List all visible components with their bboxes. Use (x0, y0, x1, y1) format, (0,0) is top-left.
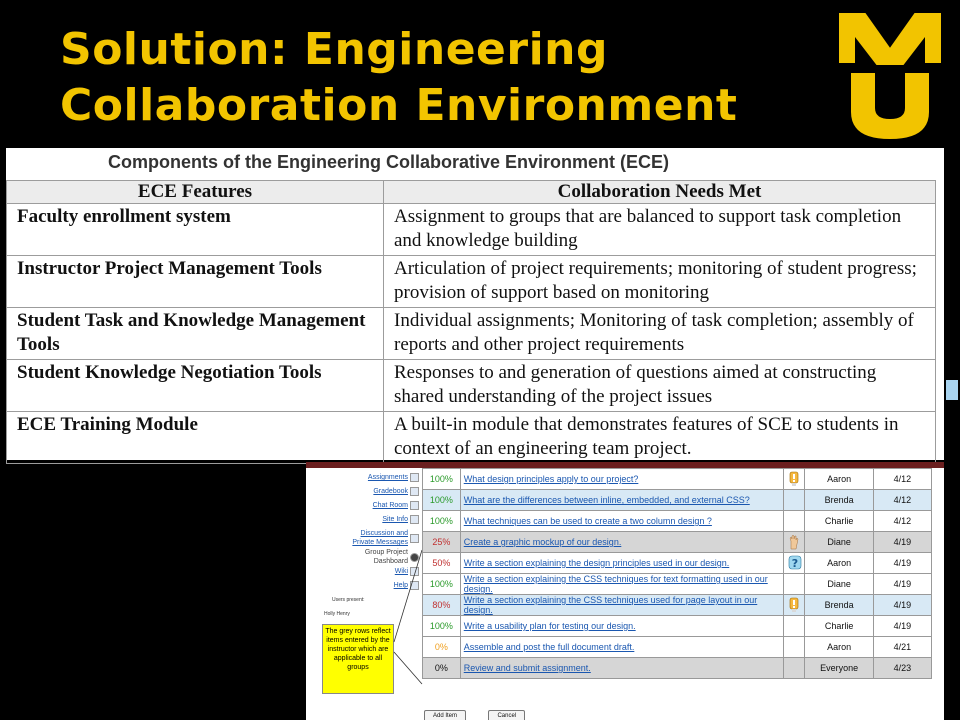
task-status-icon-cell (784, 616, 805, 637)
table-row (7, 204, 936, 256)
task-link[interactable]: What design principles apply to our project? (460, 469, 783, 490)
sidebar-item-help[interactable]: Help (393, 582, 408, 589)
task-link[interactable]: Review and submit assignment. (460, 658, 783, 679)
sidebar-item-wiki[interactable]: Wiki (394, 568, 408, 575)
task-due-date: 4/19 (873, 553, 931, 574)
task-link[interactable]: Write a section explaining the design principles used in our design. (460, 553, 783, 574)
question-icon (788, 555, 800, 571)
exclamation-icon (788, 471, 800, 487)
components-table (6, 180, 936, 464)
task-percent: 0% (423, 658, 461, 679)
slide-title-line2: Collaboration Environment (60, 80, 738, 131)
table-row (7, 360, 936, 412)
right-edge-accent (946, 380, 958, 400)
task-percent: 0% (423, 637, 461, 658)
task-assignee: Aaron (805, 469, 873, 490)
components-header-row (7, 181, 936, 204)
sidebar-item-discussion[interactable]: Discussion and (360, 530, 408, 537)
task-link[interactable]: Create a graphic mockup of our design. (460, 532, 783, 553)
feature-cell: Instructor Project Management Tools (7, 256, 384, 308)
task-due-date: 4/19 (873, 595, 931, 616)
task-due-date: 4/19 (873, 532, 931, 553)
components-table-panel (6, 148, 944, 460)
task-assignee: Diane (805, 574, 873, 595)
task-status-icon-cell (784, 469, 805, 490)
task-status-icon-cell (784, 637, 805, 658)
table-row (423, 658, 932, 679)
task-link[interactable]: Write a usability plan for testing our design. (460, 616, 783, 637)
task-link[interactable]: Write a section explaining the CSS techniques used for page layout in our design. (460, 595, 783, 616)
sidebar-item-group-project: Group Project (364, 549, 408, 556)
table-row (423, 574, 932, 595)
table-row (7, 308, 936, 360)
table-row (423, 469, 932, 490)
task-due-date: 4/12 (873, 511, 931, 532)
header-needs: Collaboration Needs Met (384, 181, 936, 204)
need-cell: Articulation of project requirements; monitoring of student progress; provision of support based on monitoring (384, 256, 936, 308)
table-row (423, 637, 932, 658)
instructor-note: The grey rows reflect items entered by the instructor which are applicable to all groups (322, 624, 394, 694)
task-assignee: Brenda (805, 595, 873, 616)
table-row (423, 532, 932, 553)
table-row (7, 412, 936, 464)
need-cell: Assignment to groups that are balanced to support task completion and knowledge building (384, 204, 936, 256)
cancel-button[interactable]: Cancel (488, 710, 525, 720)
need-cell: A built-in module that demonstrates features of SCE to students in context of an engineering team project. (384, 412, 936, 464)
task-link[interactable]: Assemble and post the full document draft. (460, 637, 783, 658)
feature-cell: Faculty enrollment system (7, 204, 384, 256)
sidebar-item-private-messages[interactable]: Private Messages (352, 539, 408, 546)
svg-text:?: ? (792, 557, 799, 570)
task-assignee: Aaron (805, 637, 873, 658)
sidebar-item-assignments[interactable]: Assignments (367, 474, 408, 481)
components-caption: Components of the Engineering Collaborative Environment (ECE) (108, 152, 670, 172)
task-buttons (424, 704, 543, 720)
task-assignee: Brenda (805, 490, 873, 511)
university-logo (820, 0, 960, 148)
task-percent: 80% (423, 595, 461, 616)
feature-cell: Student Knowledge Negotiation Tools (7, 360, 384, 412)
slide-title (60, 22, 810, 134)
task-due-date: 4/21 (873, 637, 931, 658)
task-percent: 100% (423, 574, 461, 595)
task-due-date: 4/19 (873, 574, 931, 595)
task-status-icon-cell (784, 595, 805, 616)
table-row (423, 553, 932, 574)
task-status-icon-cell (784, 574, 805, 595)
task-due-date: 4/12 (873, 469, 931, 490)
feature-cell: Student Task and Knowledge Management Tools (7, 308, 384, 360)
task-percent: 100% (423, 511, 461, 532)
task-due-date: 4/12 (873, 490, 931, 511)
users-present-label: Users present: (332, 597, 365, 603)
task-status-icon-cell (784, 658, 805, 679)
table-row (423, 595, 932, 616)
task-assignee: Aaron (805, 553, 873, 574)
task-due-date: 4/19 (873, 616, 931, 637)
task-link[interactable]: What techniques can be used to create a two column design ? (460, 511, 783, 532)
feature-cell: ECE Training Module (7, 412, 384, 464)
hand-icon (788, 534, 800, 550)
task-link[interactable]: Write a section explaining the CSS techniques for text formatting used in our design. (460, 574, 783, 595)
sidebar-item-chat-room[interactable]: Chat Room (372, 502, 408, 509)
need-cell: Individual assignments; Monitoring of task completion; assembly of reports and other project requirements (384, 308, 936, 360)
header-features: ECE Features (7, 181, 384, 204)
task-status-icon-cell (784, 490, 805, 511)
sidebar-item-gradebook[interactable]: Gradebook (373, 488, 408, 495)
task-percent: 100% (423, 490, 461, 511)
task-assignee: Everyone (805, 658, 873, 679)
task-percent: 100% (423, 469, 461, 490)
task-due-date: 4/23 (873, 658, 931, 679)
task-percent: 25% (423, 532, 461, 553)
task-assignee: Diane (805, 532, 873, 553)
task-status-icon-cell (784, 511, 805, 532)
sidebar-item-site-info[interactable]: Site Info (382, 516, 408, 523)
table-row (7, 256, 936, 308)
task-status-icon-cell (784, 553, 805, 574)
need-cell: Responses to and generation of questions aimed at constructing shared understanding of the project issues (384, 360, 936, 412)
right-edge-strip (944, 150, 960, 720)
slide-title-line1: Solution: Engineering (60, 24, 608, 75)
task-percent: 50% (423, 553, 461, 574)
sidebar-item-dashboard: Dashboard (373, 558, 408, 565)
task-link[interactable]: What are the differences between inline, embedded, and external CSS? (460, 490, 783, 511)
task-table (422, 468, 932, 679)
table-row (423, 490, 932, 511)
add-item-button[interactable]: Add Item (424, 710, 466, 720)
table-row (423, 511, 932, 532)
task-status-icon-cell (784, 532, 805, 553)
dashboard-screenshot (306, 462, 944, 720)
exclamation-icon (788, 597, 800, 613)
task-assignee: Charlie (805, 616, 873, 637)
table-row (423, 616, 932, 637)
present-user-name: Holly Henry (324, 611, 350, 617)
task-percent: 100% (423, 616, 461, 637)
task-assignee: Charlie (805, 511, 873, 532)
